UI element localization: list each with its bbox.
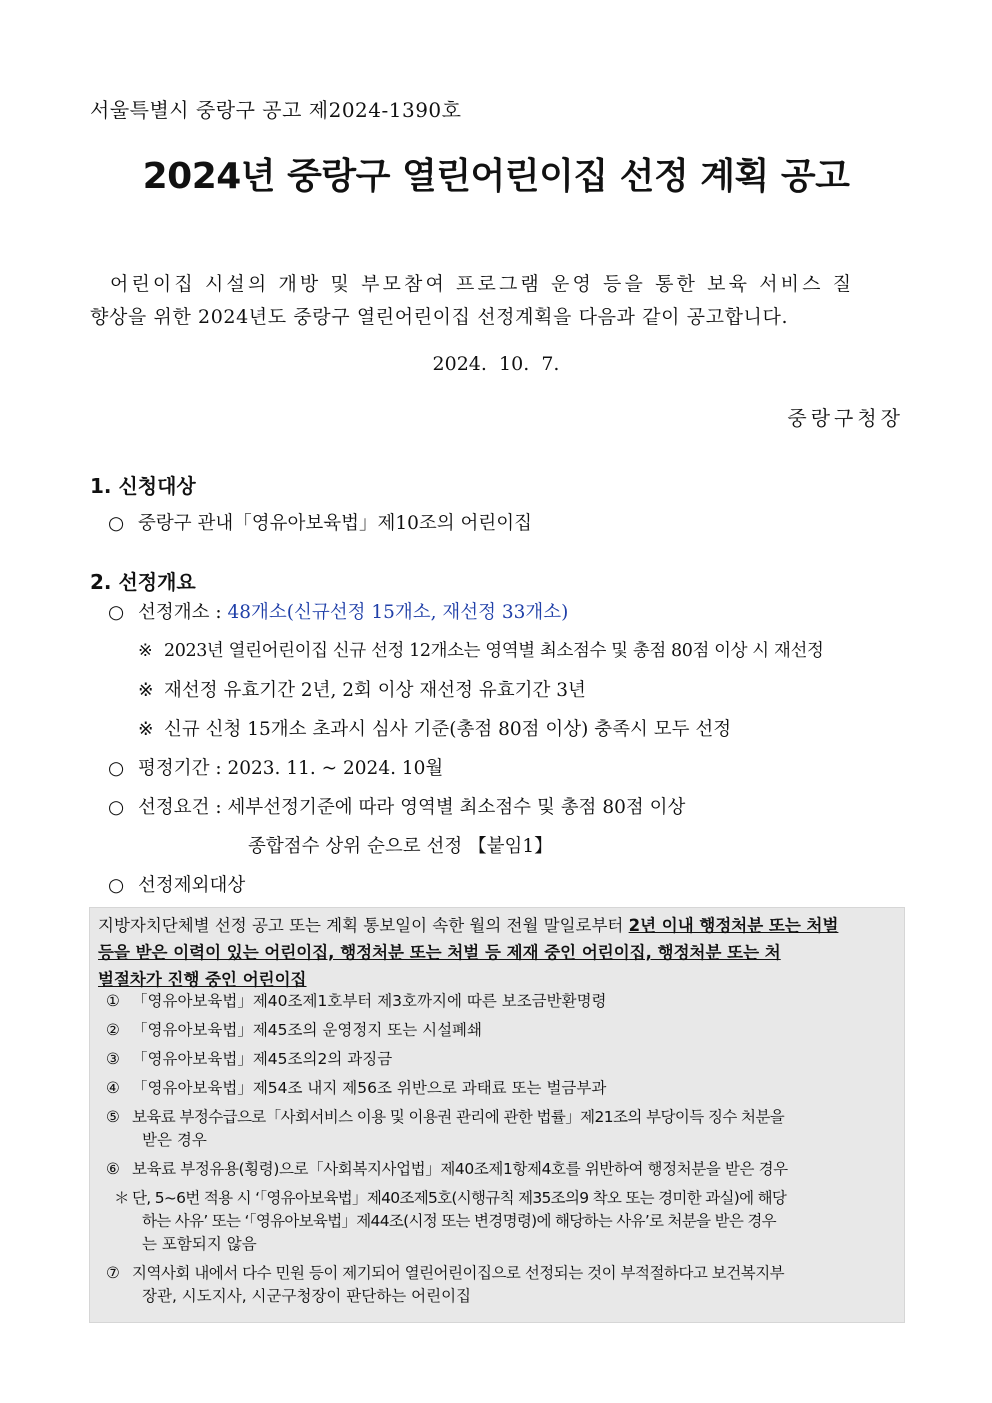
selection-requirement bbox=[108, 793, 685, 819]
item-text: 단, 5~6번 적용 시 ‘「영유아보육법」제40조제5호(시행규칙 제35조의9 착오 또는 경미한 과실)에 해당 bbox=[132, 1189, 787, 1207]
note-1-text: 2023년 열린어린이집 신규 선정 12개소는 영역별 최소점수 및 총점 80점 이상 시 재선정 bbox=[164, 641, 824, 661]
item-text: 「영유아보육법」제45조의 운영정지 또는 시설폐쇄 bbox=[132, 1021, 482, 1039]
selection-count bbox=[108, 598, 568, 624]
list-item bbox=[106, 1077, 896, 1100]
bullet-circle: ○ bbox=[108, 875, 125, 896]
note-3-text: 신규 신청 15개소 초과시 심사 기준(총점 80점 이상) 충족시 모두 선정 bbox=[164, 719, 732, 740]
section-1-item bbox=[108, 509, 532, 535]
item-number: ＊ bbox=[114, 1189, 130, 1207]
evaluation-period bbox=[108, 754, 443, 780]
list-item bbox=[106, 1048, 896, 1071]
lead-underlined-3: 벌절차가 진행 중인 어린이집 bbox=[98, 970, 307, 989]
bullet-circle: ○ bbox=[108, 513, 125, 534]
item-number: ⑤ bbox=[106, 1108, 120, 1126]
selection-count-value: 48개소(신규선정 15개소, 재선정 33개소) bbox=[227, 602, 569, 623]
item-number: ⑥ bbox=[106, 1160, 120, 1178]
item-text-cont: 받은 경우 bbox=[142, 1131, 207, 1149]
notice-date: 2024. 10. 7. bbox=[432, 353, 560, 375]
requirement-line-2: 종합점수 상위 순으로 선정 【붙임1】 bbox=[248, 836, 553, 857]
exclusion-box bbox=[89, 907, 905, 1323]
note-2 bbox=[138, 676, 586, 702]
note-mark: ※ bbox=[138, 641, 153, 661]
item-text: 「영유아보육법」제54조 내지 제56조 위반으로 과태료 또는 벌금부과 bbox=[132, 1079, 607, 1097]
section-2-heading: 2. 선정개요 bbox=[90, 570, 196, 594]
item-number: ⑦ bbox=[106, 1264, 120, 1282]
item-number: ① bbox=[106, 992, 120, 1010]
note-3 bbox=[138, 715, 731, 741]
item-text: 「영유아보육법」제40조제1호부터 제3호까지에 따른 보조금반환명령 bbox=[132, 992, 607, 1010]
item-text-cont: 하는 사유’ 또는 ‘「영유아보육법」제44조(시정 또는 변경명령)에 해당하는 사유’로 처분을 받은 경우 bbox=[142, 1212, 776, 1230]
lead-plain: 지방자치단체별 선정 공고 또는 계획 통보일이 속한 월의 전월 말일로부터 bbox=[98, 916, 629, 935]
exclusion-items bbox=[106, 990, 896, 1314]
note-mark: ※ bbox=[138, 719, 154, 740]
intro-line-1: 어린이집 시설의 개방 및 부모참여 프로그램 운영 등을 통한 보육 서비스 질 bbox=[110, 273, 855, 295]
item-text: 보육료 부정유용(횡령)으로「사회복지사업법」제40조제1항제4호를 위반하여 행정처분을 받은 경우 bbox=[132, 1160, 788, 1178]
bullet-circle: ○ bbox=[108, 602, 125, 623]
section-1-heading: 1. 신청대상 bbox=[90, 474, 196, 498]
signer: 중랑구청장 bbox=[787, 406, 904, 430]
list-item bbox=[106, 1106, 896, 1152]
intro-line-2: 향상을 위한 2024년도 중랑구 열린어린이집 선정계획을 다음과 같이 공고합니다. bbox=[90, 306, 789, 328]
item-text: 보육료 부정수급으로「사회서비스 이용 및 이용권 관리에 관한 법률」제21조의 부당이득 징수 처분을 bbox=[132, 1108, 785, 1126]
item-number: ② bbox=[106, 1021, 120, 1039]
item-text-cont: 는 포함되지 않음 bbox=[142, 1235, 257, 1253]
requirement-line-1: 선정요건 : 세부선정기준에 따라 영역별 최소점수 및 총점 80점 이상 bbox=[138, 797, 686, 818]
exclusion-heading bbox=[108, 871, 245, 897]
note-2-text: 재선정 유효기간 2년, 2회 이상 재선정 유효기간 3년 bbox=[164, 680, 586, 701]
note-1 bbox=[138, 637, 823, 662]
selection-count-label: 선정개소 : bbox=[138, 602, 228, 623]
item-text: 「영유아보육법」제45조의2의 과징금 bbox=[132, 1050, 393, 1068]
list-item bbox=[106, 1262, 896, 1308]
list-item bbox=[106, 1019, 896, 1042]
bullet-circle: ○ bbox=[108, 758, 125, 779]
item-number: ④ bbox=[106, 1079, 120, 1097]
exclusion-lead bbox=[98, 912, 896, 993]
list-item bbox=[106, 990, 896, 1013]
list-item-note bbox=[106, 1187, 896, 1256]
list-item bbox=[106, 1158, 896, 1181]
item-text: 지역사회 내에서 다수 민원 등이 제기되어 열린어린이집으로 선정되는 것이 부적절하다고 보건복지부 bbox=[132, 1264, 785, 1282]
evaluation-period-text: 평정기간 : 2023. 11. ~ 2024. 10월 bbox=[138, 758, 444, 779]
lead-underlined-1: 2년 이내 행정처분 또는 처벌 bbox=[628, 916, 839, 935]
section-1-text: 중랑구 관내「영유아보육법」제10조의 어린이집 bbox=[138, 513, 532, 534]
intro-paragraph bbox=[90, 268, 908, 334]
page-title: 2024년 중랑구 열린어린이집 선정 계획 공고 bbox=[142, 156, 850, 197]
lead-underlined-2: 등을 받은 이력이 있는 어린이집, 행정처분 또는 처벌 등 제재 중인 어린이집, 행정처분 또는 처 bbox=[98, 943, 781, 962]
note-mark: ※ bbox=[138, 680, 154, 701]
notice-number: 서울특별시 중랑구 공고 제2024-1390호 bbox=[90, 98, 462, 122]
exclusion-label: 선정제외대상 bbox=[138, 875, 246, 896]
item-number: ③ bbox=[106, 1050, 120, 1068]
bullet-circle: ○ bbox=[108, 797, 125, 818]
item-text-cont: 장관, 시도지사, 시군구청장이 판단하는 어린이집 bbox=[142, 1287, 472, 1305]
